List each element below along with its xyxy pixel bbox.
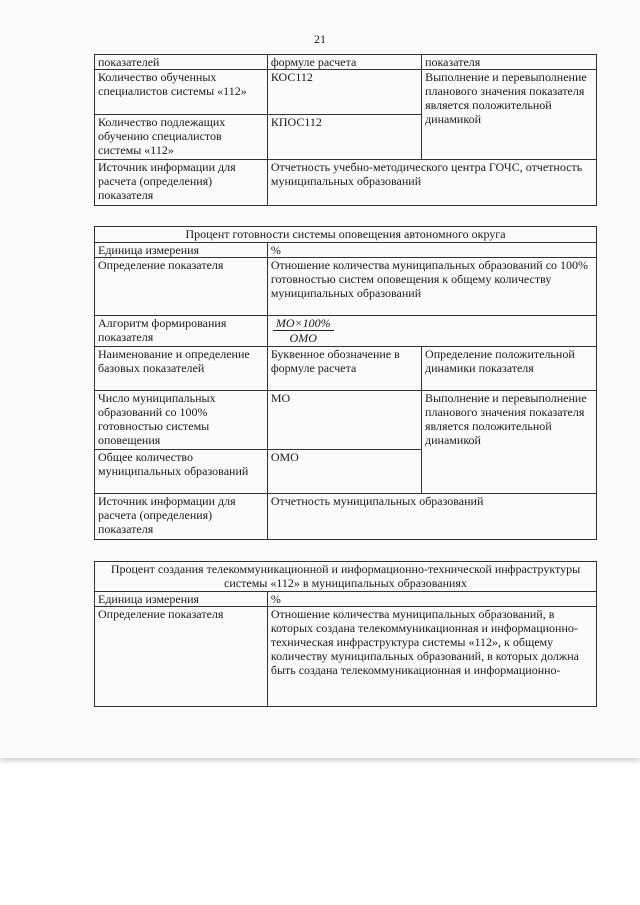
table-cell: Определение положительной динамики показателя — [422, 347, 597, 391]
indicator-table-112-infrastructure — [94, 561, 597, 707]
table-cell: Выполнение и перевыполнение планового значения показателя является положительной динамикой — [422, 391, 597, 494]
formula-cell — [267, 316, 596, 347]
table-cell: Количество подлежащих обучению специалистов системы «112» — [95, 115, 268, 160]
table-row — [95, 258, 597, 316]
table-cell: % — [267, 592, 596, 607]
table-cell: Общее количество муниципальных образований — [95, 450, 268, 494]
table-cell: ОМО — [267, 450, 421, 494]
table-cell: формуле расчета — [267, 55, 421, 70]
table-row — [95, 592, 597, 607]
table-cell: Единица измерения — [95, 243, 268, 258]
page-number: 21 — [314, 32, 326, 46]
table-title: Процент создания телекоммуникационной и информационно-технической инфраструктуры системы «112» в муниципальных образованиях — [95, 562, 597, 592]
table-cell: КПОС112 — [267, 115, 421, 160]
indicator-table-warning-system — [94, 226, 597, 540]
table-cell: % — [267, 243, 596, 258]
table-cell: показателей — [95, 55, 268, 70]
table-row — [95, 160, 597, 206]
table-cell: Наименование и определение базовых показателей — [95, 347, 268, 391]
table-cell: Определение показателя — [95, 607, 268, 707]
table-row — [95, 607, 597, 707]
table-cell: Отношение количества муниципальных образований со 100% готовностью систем оповещения к общему количеству муниципальных образований — [267, 258, 596, 316]
table-cell: Алгоритм формирования показателя — [95, 316, 268, 347]
table-title: Процент готовности системы оповещения автономного округа — [95, 227, 597, 243]
table-row — [95, 391, 597, 450]
table-row — [95, 227, 597, 243]
formula-numerator: МО×100% — [273, 316, 334, 331]
table-cell: Единица измерения — [95, 592, 268, 607]
table-cell: Выполнение и перевыполнение планового значения показателя является положительной динамикой — [422, 70, 597, 160]
table-cell: Отчетность учебно-методического центра ГОЧС, отчетность муниципальных образований — [267, 160, 596, 206]
table-cell: Отношение количества муниципальных образований, в которых создана телекоммуникационная и информационно-техническая инфраструктура системы «112», к общему количеству муниципальных образований, в которых должна быть создана телекоммуникационная и информационно- — [267, 607, 596, 707]
table-cell: Источник информации для расчета (определения) показателя — [95, 494, 268, 540]
table-cell: Отчетность муниципальных образований — [267, 494, 596, 540]
table-cell: показателя — [422, 55, 597, 70]
table-row — [95, 562, 597, 592]
table-cell: Источник информации для расчета (определения) показателя — [95, 160, 268, 206]
table-row — [95, 347, 597, 391]
table-row — [95, 70, 597, 115]
indicator-table-112-training — [94, 54, 597, 206]
formula-fraction — [271, 316, 336, 345]
table-cell: Число муниципальных образований со 100% готовностью системы оповещения — [95, 391, 268, 450]
table-cell: КОС112 — [267, 70, 421, 115]
table-cell: Определение показателя — [95, 258, 268, 316]
table-row — [95, 55, 597, 70]
table-cell: МО — [267, 391, 421, 450]
table-row — [95, 243, 597, 258]
table-cell: Буквенное обозначение в формуле расчета — [267, 347, 421, 391]
formula-denominator: ОМО — [289, 331, 317, 345]
table-cell: Количество обученных специалистов системы «112» — [95, 70, 268, 115]
table-row — [95, 316, 597, 347]
table-row — [95, 494, 597, 540]
